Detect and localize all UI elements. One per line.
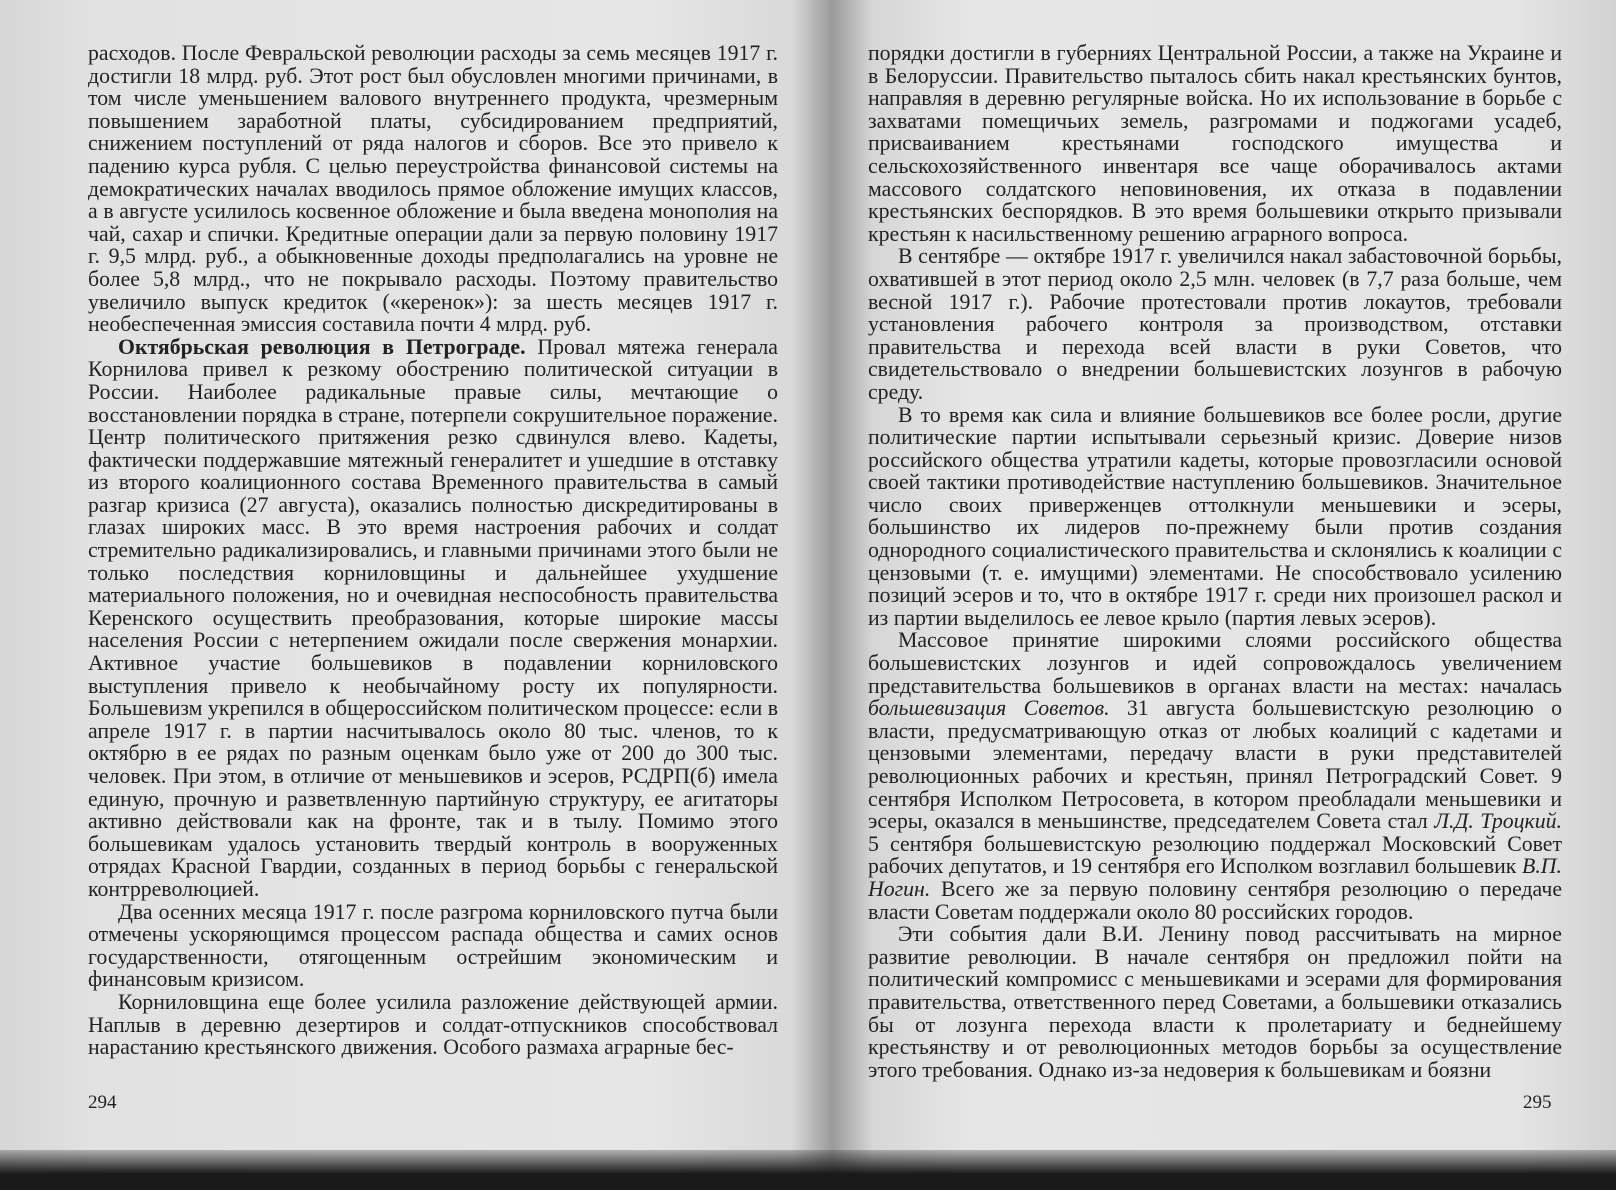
page-number: 295	[1523, 1092, 1552, 1113]
paragraph: Два осенних месяца 1917 г. после разгрома корниловского путча были отмечены ускоряющимся процессом распада общества и самих основ государственности, отягощенным острейшим экономическим и финансовым кризисом.	[88, 899, 778, 992]
paragraph-text: 31 августа большевистскую резолюцию о власти, предусматривающую отказ от любых коалиций с кадетами и цензовыми элементами, передачу власти в руки представителей революционных рабочих и крестьян, принял Петроградский Совет. 9 сентября Исполком Петросовета, в котором преобладали меньшевики и эсеры, оказался в меньшинстве, председателем Совета стал	[868, 696, 1562, 834]
paragraph: порядки достигли в губерниях Центральной России, а также на Украине и в Белоруссии. Правительство пыталось сбить накал крестьянских бунтов, направляя в деревню регулярные войска. Но их использование в борьбе с захватами помещичьих земель, разгромами и поджогами усадеб, присваиванием крестьянами господского имущества и сельскохозяйственного инвентаря все чаще оборачивалось актами массового солдатского неповиновения, их отказа в подавлении крестьянских беспорядков. В это время большевики открыто призывали крестьян к насильственному решению аграрного вопроса.	[868, 41, 1562, 246]
emphasis-name: В.П. Ногин.	[868, 854, 1562, 901]
right-page	[868, 42, 1562, 1081]
left-page	[88, 42, 778, 1059]
paragraph: расходов. После Февральской революции расходы за семь месяцев 1917 г. достигли 18 млрд. руб. Этот рост был обусловлен многими причинами, в том числе уменьшением валового внутреннего продукта, чрезмерным повышением заработной платы, субсидированием предприятий, снижением поступлений от ряда налогов и сборов. Все это привело к падению курса рубля. С целью переустройства финансовой системы на демократических началах вводилось прямое обложение имущих классов, а в августе усилилось косвенное обложение и была введена монополия на чай, сахар и спички. Кредитные операции дали за первую половину 1917 г. 9,5 млрд. руб., а обыкновенные доходы предполагались на уровне не более 5,8 млрд., что не покрывало расходы. Поэтому правительство увеличило выпуск кредиток («керенок»): за шесть месяцев 1917 г. необеспеченная эмиссия составила почти 4 млрд. руб.	[88, 41, 778, 337]
paragraph: В сентябре — октябре 1917 г. увеличился накал забастовочной борьбы, охватившей в этот период около 2,5 млн. человек (в 7,7 раза больше, чем весной 1917 г.). Рабочие протестовали против локаутов, требовали установления рабочего контроля за производством, отставки правительства и перехода всей власти в руки Советов, что свидетельствовало о внедрении большевистских лозунгов в рабочую среду.	[868, 244, 1562, 404]
scan-shadow	[0, 1150, 1616, 1190]
section-heading: Октябрьская революция в Петрограде.	[118, 334, 526, 359]
paragraph-text: Провал мятежа генерала Корнилова привел к резкому обострению политической ситуации в России. Наиболее радикальные правые силы, мечтающие о восстановлении порядка в стране, потерпели сокрушительное поражение. Центр политического притяжения резко сдвинулся влево. Кадеты, фактически поддержавшие мятежный генералитет и ушедшие в отставку из второго коалиционного состава Временного правительства в самый разгар кризиса (27 августа), оказались полностью дискредитированы в глазах широких масс. В это время настроения рабочих и солдат стремительно радикализировались, и главными причинами этого были не только последствия корниловщины и дальнейшее ухудшение материального положения, но и очевидная неспособность правительства Керенского осуществить преобразования, которые широкие массы населения России с нетерпением ожидали после свержения монархии. Активное участие большевиков в подавлении корниловского выступления привело к необычайному росту их популярности. Большевизм укрепился в общероссийском политическом процессе: если в апреле 1917 г. в партии насчитывалось около 80 тыс. членов, то к октябрю в ее рядах по разным оценкам было уже от 200 до 300 тыс. человек. При этом, в отличие от меньшевиков и эсеров, РСДРП(б) имела единую, прочную и разветвленную партийную структуру, ее агитаторы активно действовали как на фронте, так и в тылу. Помимо этого большевикам удалось установить твердый контроль в вооруженных отрядах Красной Гвардии, созданных в период борьбы с генеральской контрреволюцией.	[88, 334, 778, 901]
page-number: 294	[88, 1092, 117, 1113]
paragraph	[868, 629, 1562, 923]
paragraph-text: 5 сентября большевистскую резолюцию поддержал Московский Совет рабочих депутатов, и 19 сентября его Исполком возглавил большевик	[868, 831, 1562, 879]
paragraph: Корниловщина еще более усилила разложение действующей армии. Наплыв в деревню дезертиров и солдат-отпускников способствовал нарастанию крестьянского движения. Особого размаха аграрные бес-	[88, 989, 778, 1060]
paragraph: В то время как сила и влияние большевиков все более росли, другие политические партии испытывали серьезный кризис. Доверие низов российского общества утратили кадеты, которые провозгласили основой своей тактики противодействие наступлению большевиков. Значительное число своих приверженцев оттолкнули меньшевики и эсеры, большинство их лидеров по-прежнему были против создания однородного социалистического правительства и склонялись к коалиции с цензовыми (т. е. имущими) элементами. Не способствовало усилению позиций эсеров и то, что в октябре 1917 г. среди них произошел раскол и из партии выделилось ее левое крыло (партия левых эсеров).	[868, 402, 1562, 630]
paragraph-text: Массовое принятие широкими слоями российского общества большевистских лозунгов и идей сопровождалось увеличением представительства большевиков в органах власти на местах: началась	[868, 628, 1562, 698]
paragraph-text: Всего же за первую половину сентября резолюцию о передаче власти Советам поддержали около 80 российских городов.	[868, 876, 1562, 924]
emphasis-name: Л.Д. Троцкий.	[1434, 809, 1562, 834]
paragraph: Эти события дали В.И. Ленину повод рассчитывать на мирное развитие революции. В начале сентября он предложил пойти на политический компромисс с меньшевиками и эсерами для формирования правительства, ответственного перед Советами, а большевики отказались бы от лозунга перехода власти к пролетариату и беднейшему крестьянству и от революционных методов борьбы за осуществление этого требования. Однако из-за недоверия к большевикам и боязни	[868, 922, 1562, 1082]
emphasis-term: большевизация Советов.	[868, 696, 1110, 721]
paragraph	[88, 336, 778, 901]
